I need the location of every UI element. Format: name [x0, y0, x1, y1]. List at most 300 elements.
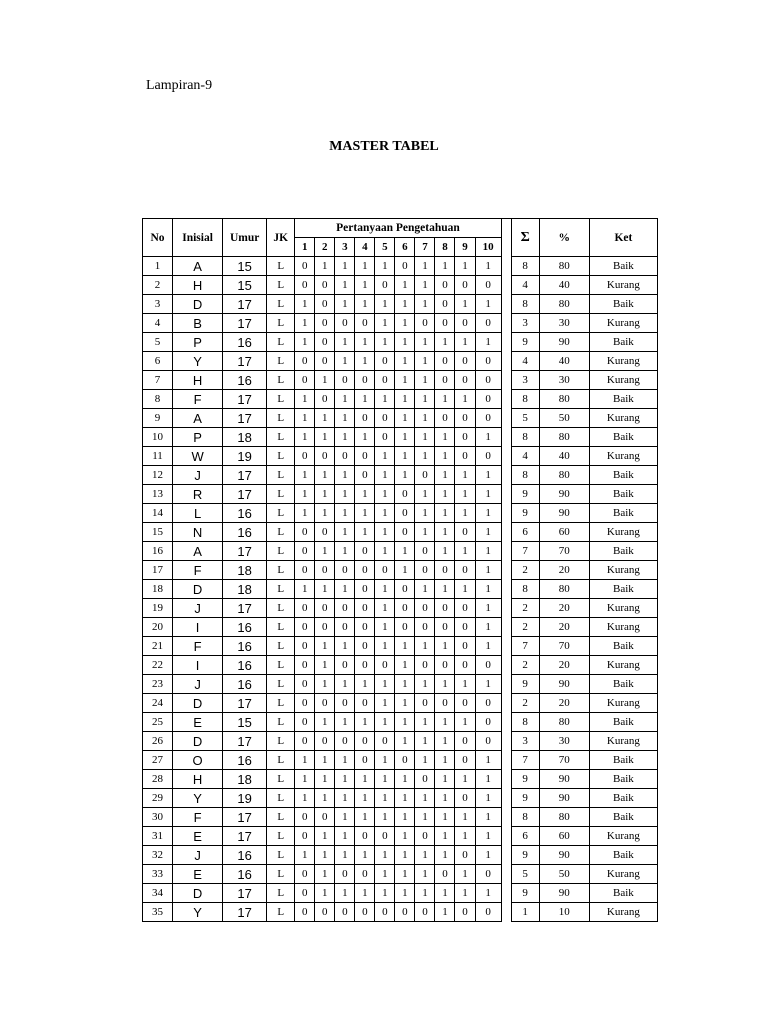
page-title: MASTER TABEL — [329, 139, 439, 154]
cell-gender: L — [267, 884, 295, 903]
cell-age: 17 — [223, 409, 267, 428]
cell-no: 5 — [143, 333, 173, 352]
cell-remark: Baik — [589, 846, 657, 865]
cell-remark: Kurang — [589, 447, 657, 466]
cell-gender: L — [267, 751, 295, 770]
cell-spacer — [501, 713, 511, 732]
cell-no: 25 — [143, 713, 173, 732]
cell-answer-1: 0 — [295, 713, 315, 732]
cell-spacer — [501, 732, 511, 751]
header-question-1: 1 — [295, 238, 315, 257]
cell-sum: 9 — [511, 485, 539, 504]
cell-answer-6: 0 — [395, 580, 415, 599]
cell-answer-8: 1 — [435, 542, 455, 561]
cell-answer-1: 0 — [295, 276, 315, 295]
cell-answer-2: 0 — [315, 333, 335, 352]
cell-answer-2: 1 — [315, 884, 335, 903]
cell-answer-3: 1 — [335, 637, 355, 656]
cell-age: 16 — [223, 865, 267, 884]
cell-gender: L — [267, 694, 295, 713]
cell-sum: 4 — [511, 352, 539, 371]
cell-answer-5: 0 — [375, 561, 395, 580]
cell-answer-2: 1 — [315, 770, 335, 789]
cell-age: 17 — [223, 808, 267, 827]
cell-answer-4: 0 — [355, 599, 375, 618]
cell-age: 17 — [223, 884, 267, 903]
cell-initial: E — [173, 865, 223, 884]
cell-age: 17 — [223, 390, 267, 409]
cell-answer-5: 1 — [375, 599, 395, 618]
cell-answer-8: 1 — [435, 333, 455, 352]
cell-answer-1: 0 — [295, 561, 315, 580]
cell-answer-8: 1 — [435, 732, 455, 751]
cell-percent: 80 — [539, 390, 589, 409]
cell-answer-3: 1 — [335, 808, 355, 827]
cell-initial: Y — [173, 352, 223, 371]
cell-remark: Kurang — [589, 865, 657, 884]
cell-sum: 7 — [511, 542, 539, 561]
cell-answer-3: 1 — [335, 713, 355, 732]
cell-answer-7: 0 — [415, 466, 435, 485]
cell-answer-6: 1 — [395, 390, 415, 409]
cell-no: 18 — [143, 580, 173, 599]
cell-answer-6: 0 — [395, 599, 415, 618]
cell-answer-5: 1 — [375, 523, 395, 542]
cell-percent: 40 — [539, 352, 589, 371]
cell-age: 16 — [223, 618, 267, 637]
cell-answer-1: 1 — [295, 409, 315, 428]
cell-answer-1: 1 — [295, 580, 315, 599]
cell-remark: Kurang — [589, 276, 657, 295]
cell-age: 16 — [223, 333, 267, 352]
cell-answer-7: 0 — [415, 694, 435, 713]
cell-answer-3: 0 — [335, 618, 355, 637]
cell-spacer — [501, 371, 511, 390]
cell-gender: L — [267, 390, 295, 409]
cell-no: 2 — [143, 276, 173, 295]
cell-answer-10: 1 — [475, 485, 501, 504]
cell-answer-6: 1 — [395, 789, 415, 808]
cell-remark: Kurang — [589, 656, 657, 675]
cell-initial: D — [173, 580, 223, 599]
cell-answer-3: 1 — [335, 333, 355, 352]
cell-no: 1 — [143, 257, 173, 276]
cell-gender: L — [267, 276, 295, 295]
cell-gender: L — [267, 903, 295, 922]
cell-answer-7: 1 — [415, 409, 435, 428]
cell-answer-7: 1 — [415, 352, 435, 371]
cell-answer-10: 1 — [475, 637, 501, 656]
cell-age: 15 — [223, 276, 267, 295]
cell-gender: L — [267, 808, 295, 827]
table-row — [143, 428, 658, 447]
cell-no: 3 — [143, 295, 173, 314]
table-row — [143, 466, 658, 485]
cell-remark: Baik — [589, 428, 657, 447]
cell-no: 27 — [143, 751, 173, 770]
cell-answer-5: 0 — [375, 656, 395, 675]
cell-initial: N — [173, 523, 223, 542]
cell-answer-3: 1 — [335, 466, 355, 485]
cell-answer-7: 1 — [415, 675, 435, 694]
cell-answer-10: 1 — [475, 466, 501, 485]
cell-percent: 90 — [539, 675, 589, 694]
header-question-9: 9 — [455, 238, 475, 257]
cell-answer-5: 1 — [375, 504, 395, 523]
table-row — [143, 637, 658, 656]
cell-percent: 90 — [539, 485, 589, 504]
header-question-8: 8 — [435, 238, 455, 257]
cell-answer-8: 1 — [435, 485, 455, 504]
cell-no: 20 — [143, 618, 173, 637]
table-row — [143, 485, 658, 504]
cell-answer-10: 1 — [475, 827, 501, 846]
cell-sum: 8 — [511, 580, 539, 599]
cell-initial: A — [173, 409, 223, 428]
cell-answer-2: 0 — [315, 447, 335, 466]
cell-no: 10 — [143, 428, 173, 447]
table-row — [143, 789, 658, 808]
cell-initial: B — [173, 314, 223, 333]
cell-answer-4: 1 — [355, 713, 375, 732]
cell-answer-1: 1 — [295, 466, 315, 485]
cell-answer-10: 0 — [475, 314, 501, 333]
cell-answer-3: 1 — [335, 751, 355, 770]
cell-answer-2: 1 — [315, 485, 335, 504]
cell-answer-6: 1 — [395, 770, 415, 789]
cell-age: 17 — [223, 485, 267, 504]
cell-age: 16 — [223, 637, 267, 656]
cell-percent: 90 — [539, 770, 589, 789]
cell-answer-9: 0 — [455, 751, 475, 770]
cell-answer-10: 0 — [475, 903, 501, 922]
cell-answer-1: 1 — [295, 846, 315, 865]
cell-answer-7: 1 — [415, 580, 435, 599]
cell-age: 16 — [223, 523, 267, 542]
cell-age: 16 — [223, 504, 267, 523]
cell-remark: Kurang — [589, 618, 657, 637]
cell-answer-4: 1 — [355, 485, 375, 504]
cell-answer-10: 1 — [475, 257, 501, 276]
cell-remark: Kurang — [589, 732, 657, 751]
cell-answer-9: 0 — [455, 846, 475, 865]
cell-no: 34 — [143, 884, 173, 903]
cell-sum: 9 — [511, 333, 539, 352]
cell-percent: 70 — [539, 751, 589, 770]
header-question-3: 3 — [335, 238, 355, 257]
cell-age: 15 — [223, 713, 267, 732]
cell-no: 7 — [143, 371, 173, 390]
cell-answer-3: 0 — [335, 599, 355, 618]
cell-answer-2: 0 — [315, 390, 335, 409]
cell-answer-2: 0 — [315, 561, 335, 580]
cell-age: 17 — [223, 352, 267, 371]
table-header — [143, 219, 658, 257]
cell-answer-9: 1 — [455, 504, 475, 523]
cell-no: 23 — [143, 675, 173, 694]
header-question-2: 2 — [315, 238, 335, 257]
cell-gender: L — [267, 504, 295, 523]
cell-gender: L — [267, 827, 295, 846]
cell-answer-3: 1 — [335, 675, 355, 694]
cell-answer-4: 1 — [355, 523, 375, 542]
cell-gender: L — [267, 770, 295, 789]
cell-answer-9: 0 — [455, 447, 475, 466]
cell-initial: P — [173, 333, 223, 352]
cell-answer-9: 0 — [455, 599, 475, 618]
cell-initial: J — [173, 599, 223, 618]
cell-answer-5: 1 — [375, 295, 395, 314]
cell-answer-9: 1 — [455, 675, 475, 694]
cell-answer-5: 1 — [375, 637, 395, 656]
cell-answer-2: 0 — [315, 732, 335, 751]
cell-spacer — [501, 447, 511, 466]
cell-age: 17 — [223, 903, 267, 922]
cell-remark: Baik — [589, 466, 657, 485]
cell-no: 11 — [143, 447, 173, 466]
cell-answer-1: 0 — [295, 371, 315, 390]
table-row — [143, 827, 658, 846]
cell-no: 22 — [143, 656, 173, 675]
cell-answer-4: 0 — [355, 751, 375, 770]
cell-answer-5: 1 — [375, 333, 395, 352]
cell-answer-1: 1 — [295, 751, 315, 770]
cell-initial: F — [173, 390, 223, 409]
cell-answer-8: 1 — [435, 466, 455, 485]
cell-sum: 3 — [511, 314, 539, 333]
cell-answer-7: 1 — [415, 447, 435, 466]
cell-sum: 8 — [511, 295, 539, 314]
cell-answer-6: 1 — [395, 561, 415, 580]
cell-answer-2: 1 — [315, 751, 335, 770]
cell-answer-7: 1 — [415, 390, 435, 409]
cell-spacer — [501, 903, 511, 922]
cell-answer-7: 1 — [415, 732, 435, 751]
cell-answer-2: 1 — [315, 542, 335, 561]
cell-no: 26 — [143, 732, 173, 751]
cell-answer-7: 1 — [415, 789, 435, 808]
cell-initial: E — [173, 827, 223, 846]
cell-answer-9: 0 — [455, 694, 475, 713]
cell-answer-3: 1 — [335, 827, 355, 846]
cell-no: 8 — [143, 390, 173, 409]
cell-sum: 9 — [511, 675, 539, 694]
cell-answer-7: 0 — [415, 542, 435, 561]
cell-answer-3: 0 — [335, 732, 355, 751]
cell-answer-2: 0 — [315, 523, 335, 542]
cell-answer-4: 1 — [355, 352, 375, 371]
table-row — [143, 523, 658, 542]
cell-answer-3: 1 — [335, 789, 355, 808]
cell-answer-9: 0 — [455, 732, 475, 751]
cell-answer-4: 1 — [355, 675, 375, 694]
cell-gender: L — [267, 295, 295, 314]
cell-spacer — [501, 504, 511, 523]
cell-answer-3: 1 — [335, 846, 355, 865]
cell-answer-3: 1 — [335, 295, 355, 314]
cell-answer-7: 1 — [415, 504, 435, 523]
cell-no: 21 — [143, 637, 173, 656]
cell-remark: Baik — [589, 770, 657, 789]
cell-answer-6: 0 — [395, 523, 415, 542]
cell-answer-4: 0 — [355, 466, 375, 485]
cell-sum: 8 — [511, 808, 539, 827]
cell-answer-10: 1 — [475, 504, 501, 523]
cell-answer-10: 1 — [475, 523, 501, 542]
cell-answer-4: 1 — [355, 884, 375, 903]
cell-answer-6: 1 — [395, 295, 415, 314]
cell-no: 30 — [143, 808, 173, 827]
cell-answer-6: 1 — [395, 884, 415, 903]
table-row — [143, 675, 658, 694]
cell-gender: L — [267, 713, 295, 732]
cell-spacer — [501, 675, 511, 694]
cell-answer-10: 1 — [475, 789, 501, 808]
cell-remark: Baik — [589, 542, 657, 561]
cell-answer-8: 1 — [435, 637, 455, 656]
cell-age: 16 — [223, 675, 267, 694]
cell-answer-6: 1 — [395, 675, 415, 694]
cell-age: 19 — [223, 447, 267, 466]
cell-answer-5: 1 — [375, 884, 395, 903]
cell-spacer — [501, 295, 511, 314]
cell-answer-9: 0 — [455, 371, 475, 390]
cell-answer-7: 1 — [415, 865, 435, 884]
cell-age: 17 — [223, 295, 267, 314]
cell-gender: L — [267, 732, 295, 751]
cell-answer-4: 1 — [355, 333, 375, 352]
cell-remark: Baik — [589, 789, 657, 808]
cell-remark: Kurang — [589, 409, 657, 428]
cell-answer-10: 1 — [475, 884, 501, 903]
cell-answer-10: 0 — [475, 390, 501, 409]
cell-remark: Baik — [589, 295, 657, 314]
cell-answer-9: 1 — [455, 884, 475, 903]
cell-answer-9: 0 — [455, 637, 475, 656]
cell-answer-5: 1 — [375, 257, 395, 276]
cell-answer-7: 0 — [415, 618, 435, 637]
cell-answer-2: 1 — [315, 428, 335, 447]
cell-age: 18 — [223, 770, 267, 789]
cell-sum: 2 — [511, 599, 539, 618]
cell-initial: H — [173, 276, 223, 295]
cell-percent: 70 — [539, 542, 589, 561]
cell-spacer — [501, 751, 511, 770]
cell-spacer — [501, 789, 511, 808]
cell-remark: Kurang — [589, 561, 657, 580]
cell-sum: 6 — [511, 523, 539, 542]
cell-answer-5: 0 — [375, 827, 395, 846]
cell-no: 13 — [143, 485, 173, 504]
table-row — [143, 276, 658, 295]
cell-remark: Kurang — [589, 599, 657, 618]
cell-percent: 30 — [539, 732, 589, 751]
cell-answer-3: 1 — [335, 257, 355, 276]
cell-sum: 8 — [511, 428, 539, 447]
cell-answer-1: 1 — [295, 428, 315, 447]
cell-answer-6: 1 — [395, 276, 415, 295]
master-table — [142, 218, 658, 922]
header-question-6: 6 — [395, 238, 415, 257]
cell-answer-1: 0 — [295, 618, 315, 637]
cell-percent: 80 — [539, 580, 589, 599]
cell-percent: 80 — [539, 713, 589, 732]
cell-answer-4: 0 — [355, 637, 375, 656]
cell-answer-8: 1 — [435, 447, 455, 466]
table-row — [143, 846, 658, 865]
header-sum: Σ — [511, 219, 539, 257]
table-row — [143, 884, 658, 903]
cell-spacer — [501, 827, 511, 846]
cell-answer-10: 0 — [475, 371, 501, 390]
table-row — [143, 352, 658, 371]
cell-answer-10: 1 — [475, 542, 501, 561]
cell-sum: 8 — [511, 713, 539, 732]
cell-percent: 80 — [539, 428, 589, 447]
cell-gender: L — [267, 846, 295, 865]
cell-answer-5: 1 — [375, 447, 395, 466]
table-row — [143, 694, 658, 713]
cell-answer-9: 1 — [455, 865, 475, 884]
cell-answer-4: 0 — [355, 827, 375, 846]
cell-age: 17 — [223, 314, 267, 333]
cell-answer-6: 1 — [395, 428, 415, 447]
cell-answer-4: 1 — [355, 390, 375, 409]
cell-gender: L — [267, 409, 295, 428]
cell-answer-7: 0 — [415, 314, 435, 333]
cell-age: 18 — [223, 428, 267, 447]
cell-answer-7: 1 — [415, 846, 435, 865]
cell-sum: 4 — [511, 276, 539, 295]
cell-answer-2: 1 — [315, 827, 335, 846]
cell-answer-1: 0 — [295, 447, 315, 466]
cell-answer-7: 1 — [415, 713, 435, 732]
cell-answer-6: 1 — [395, 352, 415, 371]
cell-answer-1: 0 — [295, 865, 315, 884]
cell-answer-1: 1 — [295, 314, 315, 333]
cell-answer-3: 0 — [335, 314, 355, 333]
cell-answer-5: 1 — [375, 770, 395, 789]
cell-spacer — [501, 637, 511, 656]
cell-answer-6: 0 — [395, 618, 415, 637]
cell-gender: L — [267, 599, 295, 618]
cell-answer-3: 1 — [335, 504, 355, 523]
cell-gender: L — [267, 542, 295, 561]
cell-answer-5: 1 — [375, 390, 395, 409]
cell-sum: 5 — [511, 409, 539, 428]
cell-answer-8: 1 — [435, 675, 455, 694]
cell-answer-1: 0 — [295, 732, 315, 751]
cell-answer-9: 0 — [455, 276, 475, 295]
cell-percent: 90 — [539, 789, 589, 808]
cell-remark: Baik — [589, 637, 657, 656]
cell-remark: Kurang — [589, 314, 657, 333]
cell-answer-7: 0 — [415, 656, 435, 675]
cell-answer-9: 0 — [455, 656, 475, 675]
header-spacer — [501, 219, 511, 238]
cell-sum: 3 — [511, 371, 539, 390]
cell-answer-8: 1 — [435, 390, 455, 409]
cell-initial: F — [173, 561, 223, 580]
cell-answer-4: 0 — [355, 447, 375, 466]
cell-answer-1: 0 — [295, 352, 315, 371]
cell-answer-5: 0 — [375, 371, 395, 390]
header-question-7: 7 — [415, 238, 435, 257]
cell-age: 17 — [223, 732, 267, 751]
cell-answer-9: 1 — [455, 770, 475, 789]
cell-answer-2: 1 — [315, 257, 335, 276]
cell-answer-6: 1 — [395, 713, 415, 732]
